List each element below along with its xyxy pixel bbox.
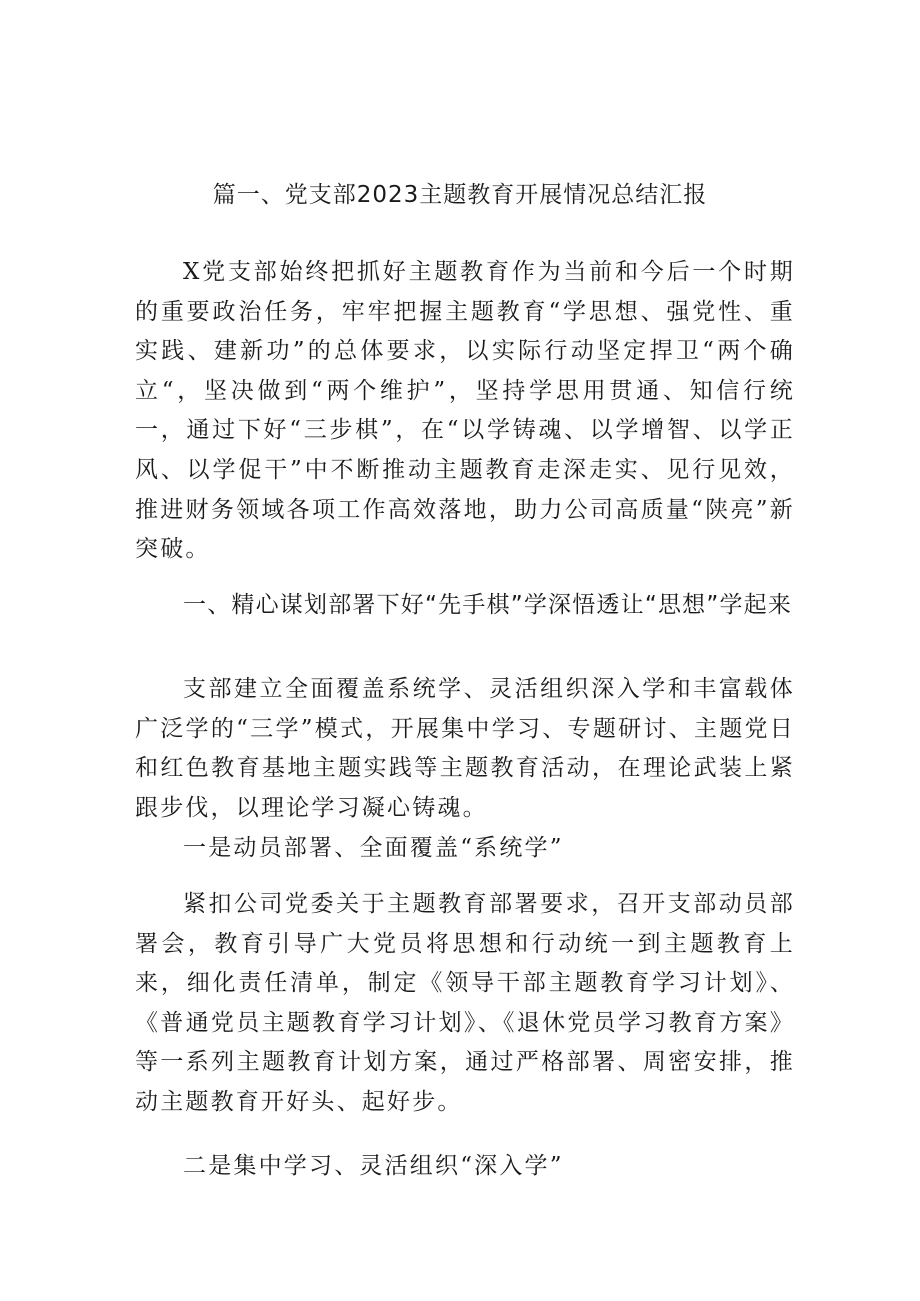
section-heading: 一、精心谋划部署下好“先手棋”学深悟透让“思想”学起来: [183, 592, 793, 618]
subheading-1: 一是动员部署、全面覆盖“系统学”: [183, 835, 564, 861]
intro-paragraph: X党支部始终把抓好主题教育作为当前和今后一个时期的重要政治任务，牢牢把握主题教育“学思想、强党性、重实践、建新功”的总体要求，以实际行动坚定捍卫“两个确立“，坚决做到“两个维护”，坚持学思用贯通、知信行统一，通过下好“三步棋”，在“以学铸魂、以学增智、以学正风、以学促干”中不断推动主题教育走深走实、见行见效，推进财务领域各项工作高效落地，助力公司高质量“陕亮”新突破。: [135, 259, 795, 563]
subheading-2: 二是集中学习、灵活组织“深入学”: [183, 1153, 564, 1179]
document-title: 篇一、党支部2023主题教育开展情况总结汇报: [212, 182, 708, 208]
section-paragraph: 支部建立全面覆盖系统学、灵活组织深入学和丰富载体广泛学的“三学”模式，开展集中学习、专题研讨、主题党日和红色教育基地主题实践等主题教育活动，在理论武装上紧跟步伐，以理论学习凝心铸魂。: [135, 676, 795, 821]
subheading-1-paragraph: 紧扣公司党委关于主题教育部署要求，召开支部动员部署会，教育引导广大党员将思想和行动统一到主题教育上来，细化责任清单，制定《领导干部主题教育学习计划》、《普通党员主题教育学习计划》、《退休党员学习教育方案》等一系列主题教育计划方案，通过严格部署、周密安排，推动主题教育开好头、起好步。: [135, 891, 795, 1115]
